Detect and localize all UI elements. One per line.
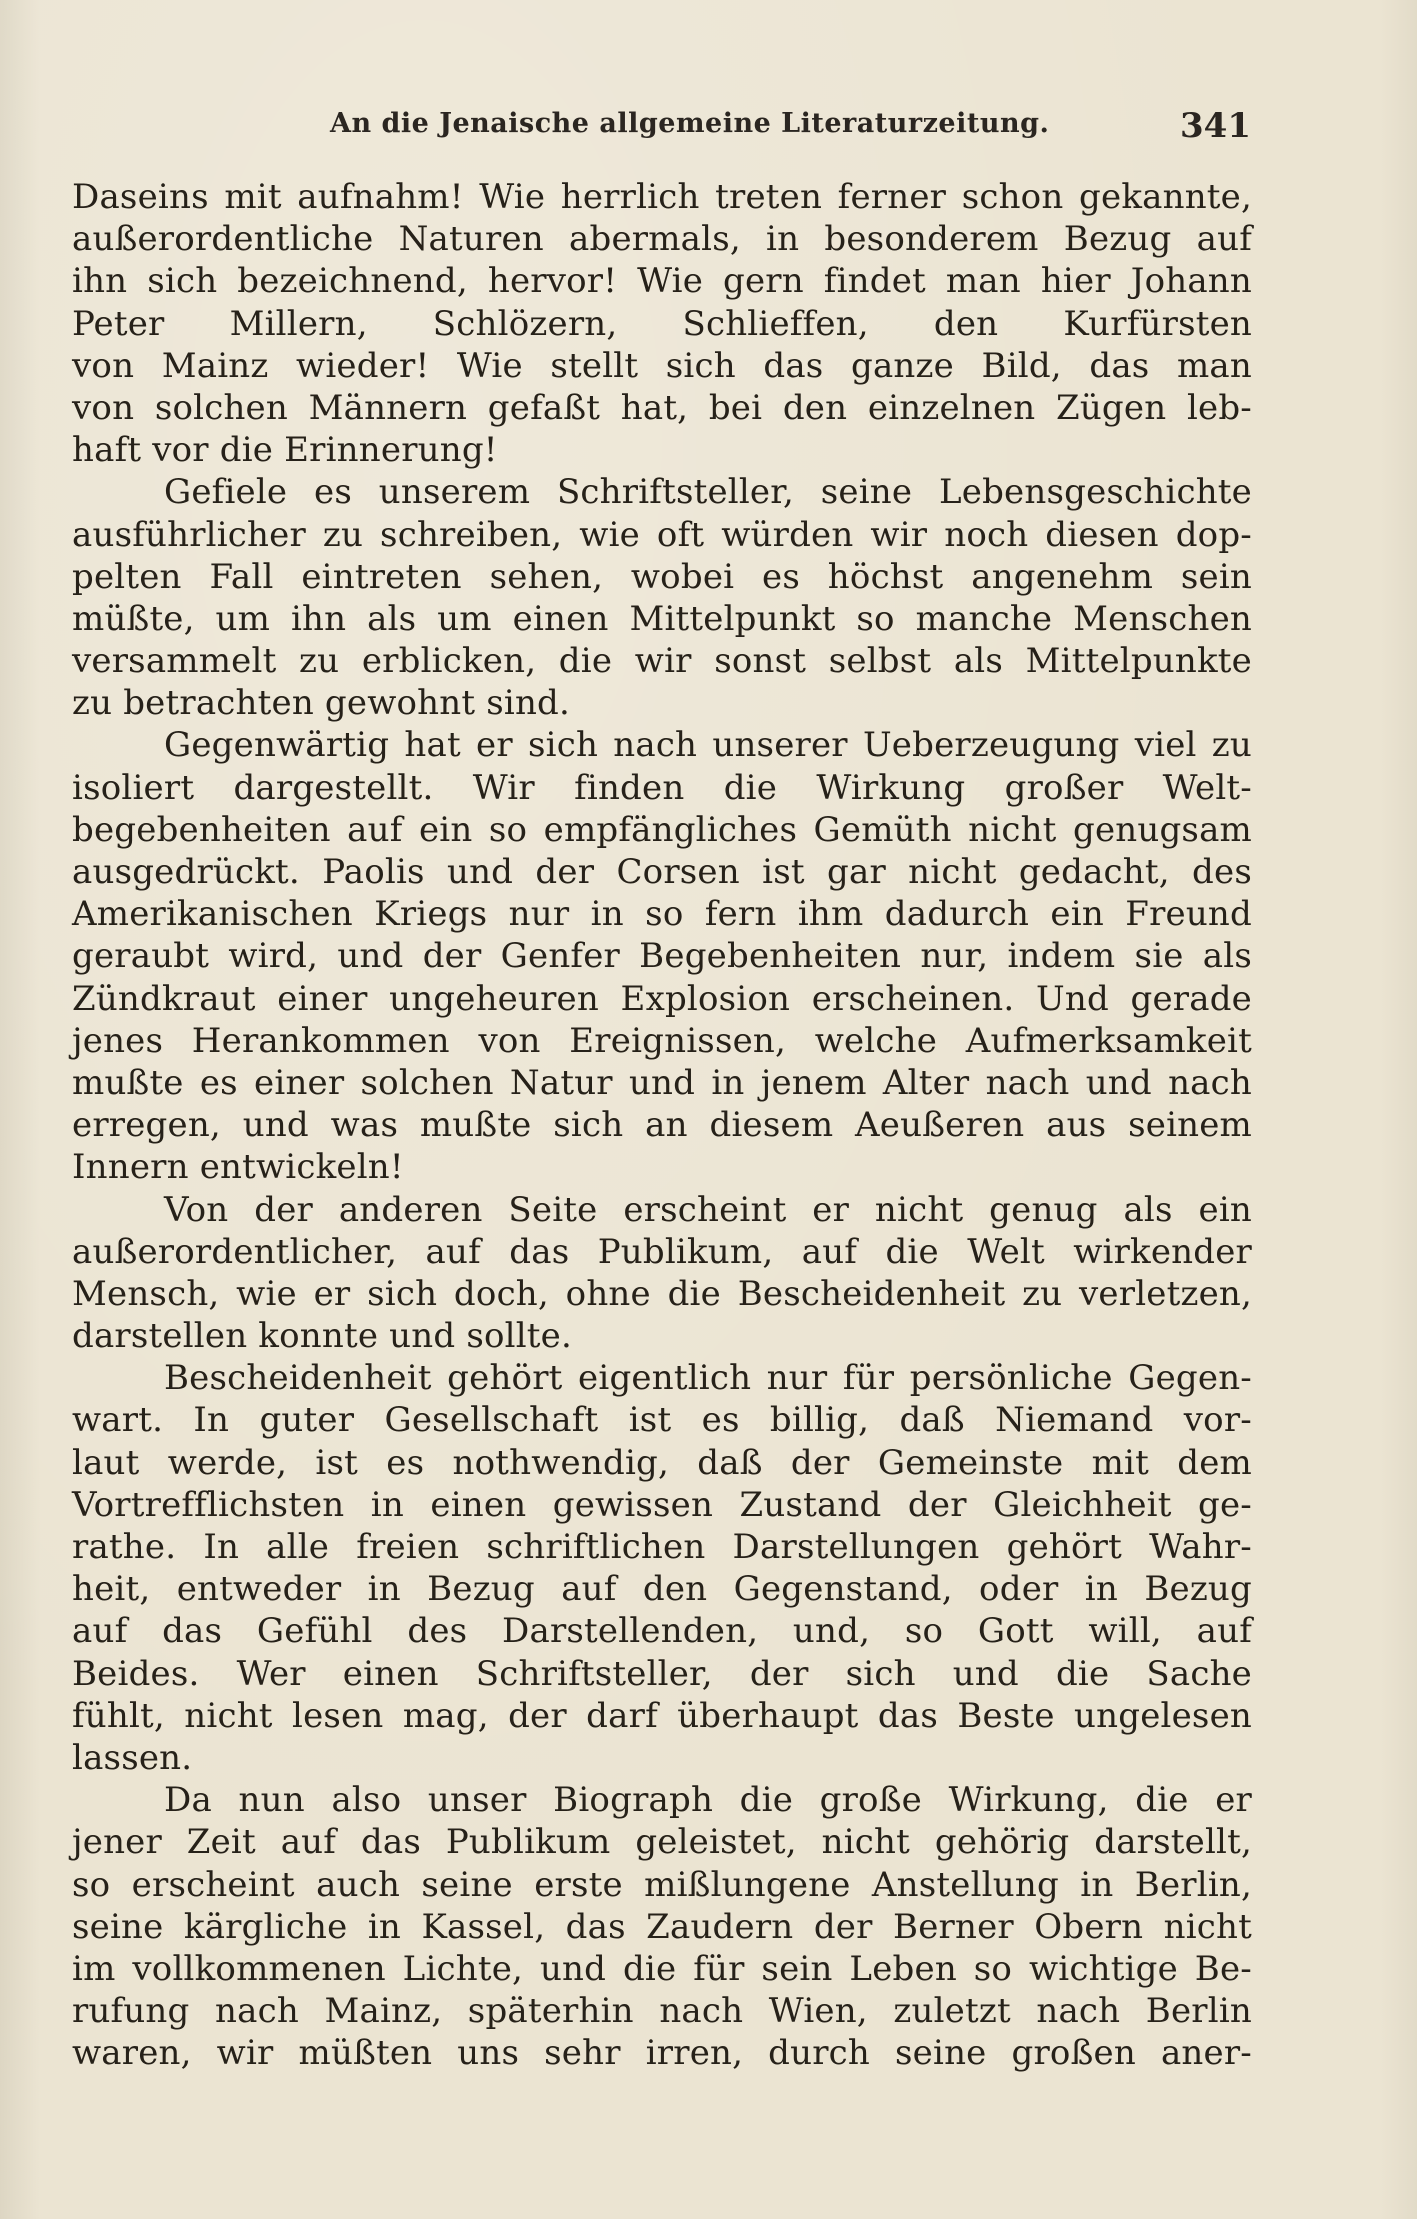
- text-line: müßte, um ihn als um einen Mittelpunkt so manche Menschen: [72, 598, 1252, 639]
- text-line: Vortrefflichsten in einen gewissen Zustand der Gleichheit ge-: [72, 1484, 1252, 1525]
- text-line: Peter Millern, Schlözern, Schlieffen, den Kurfürsten: [72, 303, 1252, 344]
- text-line: jenes Herankommen von Ereignissen, welche Aufmerksamkeit: [72, 1020, 1252, 1061]
- text-line: außerordentlicher, auf das Publikum, auf die Welt wirkender: [72, 1231, 1252, 1272]
- text-line: waren, wir müßten uns sehr irren, durch seine großen aner-: [72, 2033, 1252, 2074]
- text-line: erregen, und was mußte sich an diesem Aeußeren aus seinem: [72, 1105, 1252, 1146]
- text-line: ihn sich bezeichnend, hervor! Wie gern findet man hier Johann: [72, 261, 1252, 302]
- paragraph-first-line: Von der anderen Seite erscheint er nicht genug als ein: [164, 1189, 1252, 1230]
- text-line: so erscheint auch seine erste mißlungene Anstellung in Berlin,: [72, 1864, 1252, 1905]
- paragraph-first-line: Gegenwärtig hat er sich nach unserer Ueberzeugung viel zu: [164, 725, 1252, 766]
- text-line: haft vor die Erinnerung!: [72, 430, 498, 471]
- text-line: jener Zeit auf das Publikum geleistet, nicht gehörig darstellt,: [72, 1822, 1252, 1863]
- paragraph-first-line: Da nun also unser Biograph die große Wirkung, die er: [164, 1780, 1252, 1821]
- text-line: begebenheiten auf ein so empfängliches Gemüth nicht genugsam: [72, 809, 1252, 850]
- text-line: von solchen Männern gefaßt hat, bei den einzelnen Zügen leb-: [72, 387, 1252, 428]
- text-line: zu betrachten gewohnt sind.: [72, 683, 571, 724]
- text-line: heit, entweder in Bezug auf den Gegenstand, oder in Bezug: [72, 1569, 1252, 1610]
- text-line: fühlt, nicht lesen mag, der darf überhaupt das Beste ungelesen: [72, 1695, 1252, 1736]
- page-number: 341: [1180, 106, 1251, 146]
- text-line: laut werde, ist es nothwendig, daß der Gemeinste mit dem: [72, 1442, 1252, 1483]
- text-line: auf das Gefühl des Darstellenden, und, so Gott will, auf: [72, 1611, 1252, 1652]
- text-line: geraubt wird, und der Genfer Begebenheiten nur, indem sie als: [72, 936, 1252, 977]
- text-line: darstellen konnte und sollte.: [72, 1316, 572, 1357]
- text-line: im vollkommenen Lichte, und die für sein Leben so wichtige Be-: [72, 1948, 1252, 1989]
- text-line: isoliert dargestellt. Wir finden die Wirkung großer Welt-: [72, 767, 1252, 808]
- paragraph-first-line: Bescheidenheit gehört eigentlich nur für persönliche Gegen-: [164, 1358, 1252, 1399]
- text-line: Amerikanischen Kriegs nur in so fern ihm dadurch ein Freund: [72, 894, 1252, 935]
- running-head: [0, 100, 1417, 150]
- text-line: lassen.: [72, 1737, 193, 1778]
- text-line: Innern entwickeln!: [72, 1147, 404, 1188]
- text-line: Mensch, wie er sich doch, ohne die Bescheidenheit zu verletzen,: [72, 1273, 1252, 1314]
- body-text: [72, 176, 1252, 2074]
- paragraph-first-line: Gefiele es unserem Schriftsteller, seine Lebensgeschichte: [164, 472, 1252, 513]
- text-line: rufung nach Mainz, späterhin nach Wien, zuletzt nach Berlin: [72, 1991, 1252, 2032]
- text-line: versammelt zu erblicken, die wir sonst selbst als Mittelpunkte: [72, 641, 1252, 682]
- text-line: Daseins mit aufnahm! Wie herrlich treten ferner schon gekannte,: [72, 177, 1252, 217]
- text-line: außerordentliche Naturen abermals, in besonderem Bezug auf: [72, 219, 1252, 260]
- text-line: pelten Fall eintreten sehen, wobei es höchst angenehm sein: [72, 556, 1252, 597]
- text-line: Zündkraut einer ungeheuren Explosion erscheinen. Und gerade: [72, 978, 1252, 1019]
- text-line: ausgedrückt. Paolis und der Corsen ist gar nicht gedacht, des: [72, 852, 1252, 892]
- text-line: von Mainz wieder! Wie stellt sich das ganze Bild, das man: [72, 345, 1252, 386]
- text-line: seine kärgliche in Kassel, das Zaudern der Berner Obern nicht: [72, 1906, 1252, 1947]
- text-line: ausführlicher zu schreiben, wie oft würden wir noch diesen dop-: [72, 514, 1252, 555]
- text-line: mußte es einer solchen Natur und in jenem Alter nach und nach: [72, 1062, 1252, 1103]
- text-line: Beides. Wer einen Schriftsteller, der sich und die Sache: [72, 1653, 1252, 1694]
- text-line: rathe. In alle freien schriftlichen Darstellungen gehört Wahr-: [72, 1527, 1252, 1567]
- running-title: An die Jenaische allgemeine Literaturzeitung.: [330, 108, 1050, 139]
- text-line: wart. In guter Gesellschaft ist es billig, daß Niemand vor-: [72, 1400, 1252, 1441]
